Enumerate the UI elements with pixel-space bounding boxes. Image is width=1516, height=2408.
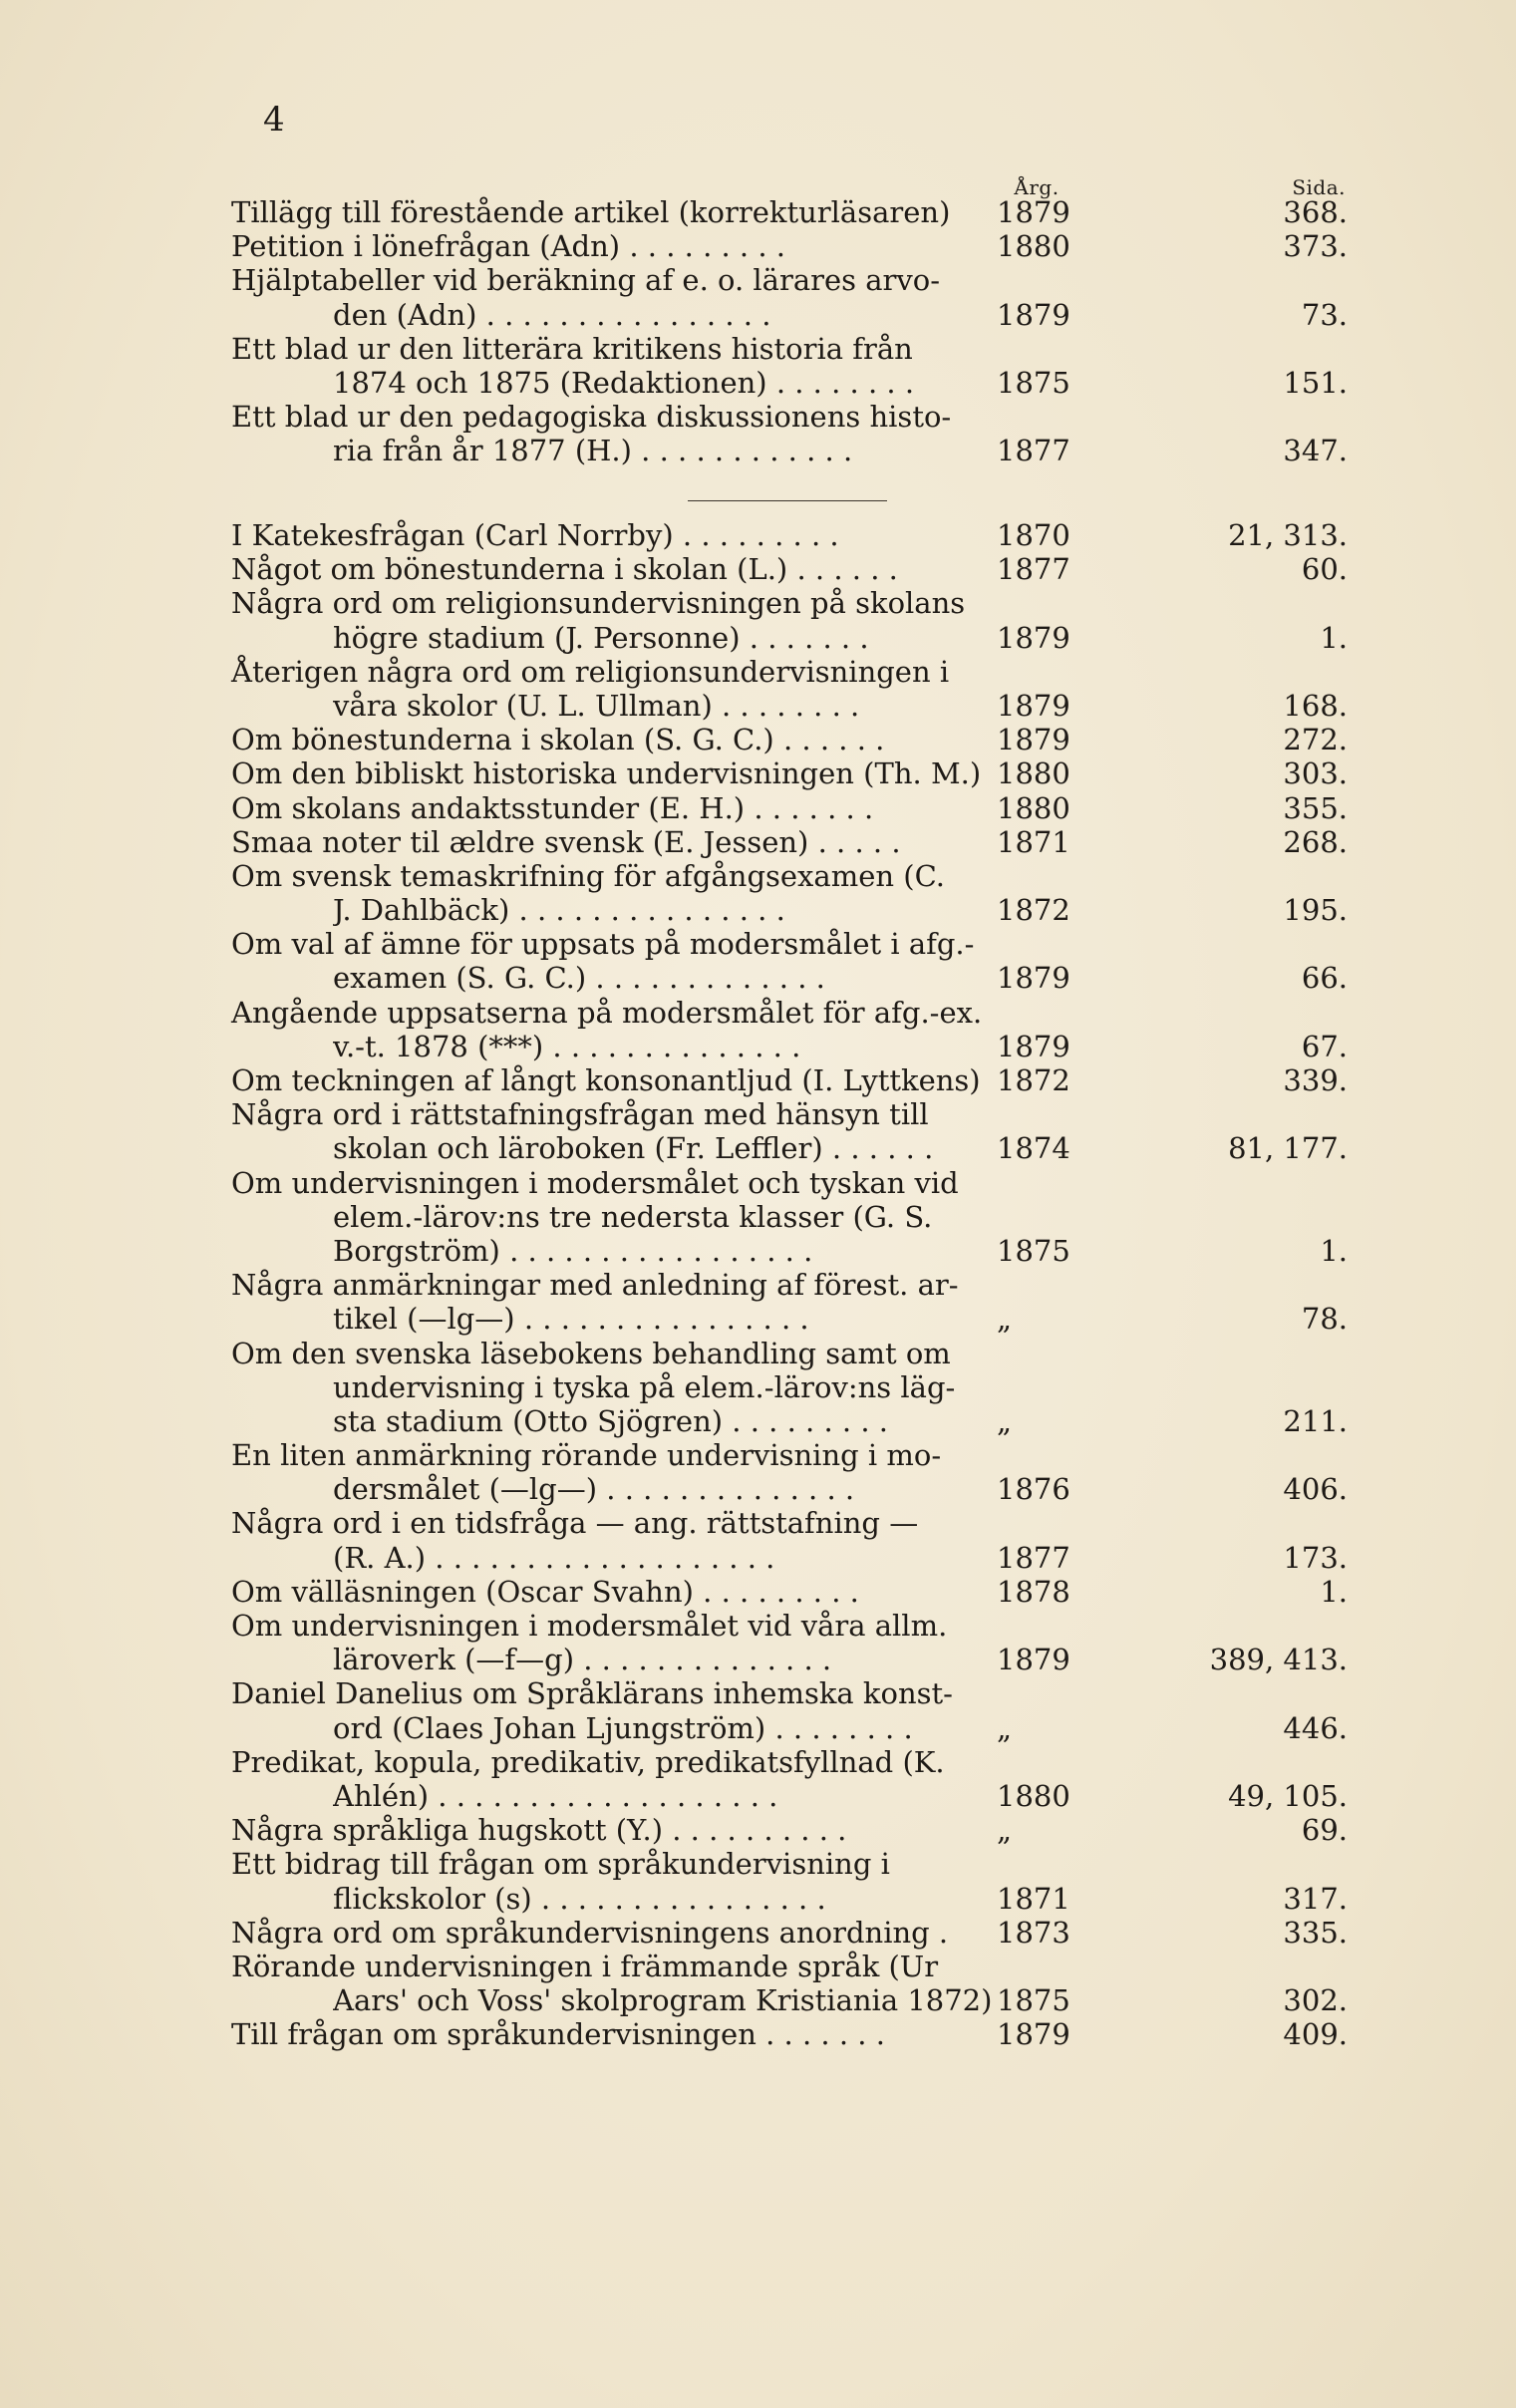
entry-page: 168. (1283, 688, 1348, 723)
entry-page: 272. (1283, 723, 1348, 757)
entry-page: 1. (1320, 1574, 1348, 1609)
entry-title: Om undervisningen i modersmålet och tyskan vid (231, 1165, 959, 1200)
entry-year: 1875 (997, 1233, 1070, 1268)
entry-year: 1879 (997, 620, 1070, 655)
entry-line (231, 1302, 1348, 1336)
entry-line (231, 1200, 1348, 1234)
entry-line (231, 1472, 1348, 1506)
entry-title: våra skolor (U. L. Ullman) . . . . . . . . (333, 688, 860, 723)
page-column-header: Sida. (1292, 175, 1346, 199)
entry-title: Något om bönestunderna i skolan (L.) . . . . . . (231, 552, 898, 587)
entry-year: „ (997, 1710, 1013, 1745)
entry-title: Tillägg till förestående artikel (korrekturläsaren) (231, 195, 951, 229)
entry-page: 1. (1320, 620, 1348, 655)
entry-title: Några anmärkningar med anledning af förest. ar- (231, 1268, 959, 1303)
index-entry (231, 1609, 1348, 1676)
entry-year: 1877 (997, 1540, 1070, 1575)
entry-title: Några ord om religionsundervisningen på skolans (231, 586, 966, 621)
year-column-header: Årg. (1014, 175, 1060, 199)
entry-line (231, 1813, 1348, 1847)
entry-title: J. Dahlbäck) . . . . . . . . . . . . . . . (333, 893, 785, 928)
entry-title: undervisning i tyska på elem.-lärov:ns läg- (333, 1369, 956, 1404)
entry-year: 1870 (997, 518, 1070, 552)
entry-title: högre stadium (J. Personne) . . . . . . . (333, 620, 869, 655)
entry-line (231, 263, 1348, 297)
entry-title: Hjälptabeller vid beräkning af e. o. lärares arvo- (231, 263, 941, 298)
entry-title: Om välläsningen (Oscar Svahn) . . . . . . . . . (231, 1574, 859, 1609)
entry-title: Om val af ämne för uppsats på modersmålet i afg.- (231, 927, 975, 962)
index-entry (231, 586, 1348, 654)
index-entry (231, 756, 1348, 790)
entry-year: 1871 (997, 824, 1070, 859)
entry-line (231, 586, 1348, 620)
entry-line (231, 723, 1348, 756)
entry-title: Smaa noter til ældre svensk (E. Jessen) . . . . . (231, 824, 901, 859)
index-entry (231, 1337, 1348, 1439)
entry-line (231, 366, 1348, 400)
entry-year: 1880 (997, 756, 1070, 791)
entry-year: 1879 (997, 1643, 1070, 1677)
entry-page: 67. (1301, 1029, 1348, 1063)
entry-page: 211. (1283, 1403, 1348, 1438)
entry-title: Aars' och Voss' skolprogram Kristiania 1872) (333, 1983, 993, 2018)
entry-page: 406. (1283, 1472, 1348, 1507)
index-entry (231, 518, 1348, 552)
entry-line (231, 1097, 1348, 1131)
entry-line (231, 825, 1348, 859)
entry-title: Om svensk temaskrifning för afgångsexamen (C. (231, 858, 945, 893)
entry-title: Om bönestunderna i skolan (S. G. C.) . . . . . . (231, 723, 885, 757)
entry-page: 268. (1283, 824, 1348, 859)
entry-year: 1875 (997, 1983, 1070, 2018)
entry-line (231, 756, 1348, 790)
entry-line (231, 1438, 1348, 1472)
entry-year: „ (997, 1813, 1013, 1848)
entry-year: 1877 (997, 434, 1070, 468)
entry-page: 49, 105. (1228, 1778, 1348, 1813)
entry-title: examen (S. G. C.) . . . . . . . . . . . . . (333, 961, 825, 996)
index-entry (231, 1916, 1348, 1950)
entry-line (231, 1337, 1348, 1370)
entry-page: 173. (1283, 1540, 1348, 1575)
entry-line (231, 1063, 1348, 1097)
index-entry (231, 927, 1348, 995)
index-entry (231, 229, 1348, 263)
index-entry (231, 1813, 1348, 1847)
entry-year: 1872 (997, 1063, 1070, 1097)
entry-page: 347. (1283, 434, 1348, 468)
entry-line (231, 1779, 1348, 1813)
entry-line (231, 2017, 1348, 2051)
entry-line (231, 1916, 1348, 1950)
entry-line (231, 689, 1348, 723)
entry-title: I Katekesfrågan (Carl Norrby) . . . . . . . . . (231, 518, 839, 552)
entry-page: 409. (1283, 2017, 1348, 2052)
entry-page: 81, 177. (1228, 1131, 1348, 1166)
index-entry (231, 1745, 1348, 1813)
index-entry (231, 723, 1348, 756)
index-entry (231, 1268, 1348, 1336)
entry-year: 1879 (997, 1029, 1070, 1063)
index-entry (231, 1575, 1348, 1609)
entry-page: 195. (1283, 893, 1348, 928)
entry-title: tikel (—lg—) . . . . . . . . . . . . . . . . (333, 1302, 809, 1337)
entry-title: Om teckningen af långt konsonantljud (I. Lyttkens) (231, 1063, 981, 1097)
entry-title: Om skolans andaktsstunder (E. H.) . . . . . . . (231, 790, 874, 825)
entry-page: 151. (1283, 365, 1348, 400)
section-divider (688, 500, 887, 501)
entry-title: Petition i lönefrågan (Adn) . . . . . . . . . (231, 229, 786, 264)
entry-line (231, 195, 1348, 229)
entry-year: „ (997, 1302, 1013, 1337)
entry-page: 60. (1301, 552, 1348, 587)
entry-year: 1879 (997, 2017, 1070, 2052)
index-entry (231, 1950, 1348, 2017)
index-group-pedagogy (231, 195, 1348, 468)
entry-line (231, 1575, 1348, 1609)
entry-title: läroverk (—f—g) . . . . . . . . . . . . . . (333, 1643, 832, 1677)
index-group-subjects (231, 518, 1348, 2051)
entry-year: 1879 (997, 688, 1070, 723)
entry-title: Några ord om språkundervisningens anordning . (231, 1915, 949, 1950)
index-entry (231, 1097, 1348, 1165)
entry-title: Ett blad ur den litterära kritikens historia från (231, 331, 913, 366)
entry-title: Ett bidrag till frågan om språkundervisning i (231, 1847, 890, 1882)
index-entry (231, 1063, 1348, 1097)
entry-page: 303. (1283, 756, 1348, 791)
entry-line (231, 1676, 1348, 1710)
entry-title: dersmålet (—lg—) . . . . . . . . . . . . . . (333, 1472, 855, 1507)
entry-line (231, 1643, 1348, 1676)
entry-title: Återigen några ord om religionsundervisningen i (231, 654, 950, 689)
entry-title: skolan och läroboken (Fr. Leffler) . . . . . . (333, 1131, 934, 1166)
entry-line (231, 1370, 1348, 1404)
entry-title: Daniel Danelius om Språklärans inhemska konst- (231, 1676, 953, 1711)
entry-year: 1880 (997, 790, 1070, 825)
entry-line (231, 1166, 1348, 1200)
entry-line (231, 518, 1348, 552)
entry-line (231, 1847, 1348, 1881)
entry-title: Om den bibliskt historiska undervisningen (Th. M.) (231, 756, 982, 791)
entry-line (231, 400, 1348, 434)
entry-line (231, 1950, 1348, 1983)
entry-page: 73. (1301, 297, 1348, 332)
index-entry (231, 400, 1348, 467)
entry-page: 355. (1283, 790, 1348, 825)
entry-year: 1880 (997, 229, 1070, 264)
entry-page: 368. (1283, 195, 1348, 229)
index-entry (231, 2017, 1348, 2051)
entry-title: elem.-lärov:ns tre nedersta klasser (G. S. (333, 1199, 933, 1234)
entry-line (231, 298, 1348, 332)
index-entry (231, 825, 1348, 859)
entry-year: 1879 (997, 723, 1070, 757)
index-entry (231, 552, 1348, 586)
entry-page: 21, 313. (1228, 518, 1348, 552)
entry-line (231, 927, 1348, 961)
entry-title: Angående uppsatserna på modersmålet för afg.-ex. (231, 995, 983, 1030)
entry-line (231, 1711, 1348, 1745)
entry-line (231, 1609, 1348, 1643)
entry-line (231, 655, 1348, 689)
entry-line (231, 229, 1348, 263)
entry-year: 1873 (997, 1915, 1070, 1950)
entry-year: 1875 (997, 365, 1070, 400)
entry-line (231, 552, 1348, 586)
entry-year: „ (997, 1403, 1013, 1438)
entry-page: 69. (1301, 1813, 1348, 1848)
index-entry (231, 195, 1348, 229)
entry-line (231, 621, 1348, 655)
entry-title: Rörande undervisningen i främmande språk (Ur (231, 1949, 939, 1983)
entry-page: 78. (1301, 1302, 1348, 1337)
entry-title: den (Adn) . . . . . . . . . . . . . . . . (333, 297, 771, 332)
entry-line (231, 1131, 1348, 1165)
entry-title: Till frågan om språkundervisningen . . . . . . . (231, 2017, 885, 2052)
entry-page: 1. (1320, 1233, 1348, 1268)
entry-year: 1879 (997, 195, 1070, 229)
entry-year: 1874 (997, 1131, 1070, 1166)
entry-title: En liten anmärkning rörande undervisning i mo- (231, 1438, 942, 1473)
index-entry (231, 996, 1348, 1063)
entry-page: 66. (1301, 961, 1348, 996)
entry-year: 1879 (997, 297, 1070, 332)
entry-line (231, 1030, 1348, 1063)
entry-line (231, 1404, 1348, 1438)
index-entry (231, 263, 1348, 331)
entry-line (231, 332, 1348, 366)
entry-line (231, 961, 1348, 995)
index-entry (231, 1506, 1348, 1574)
entry-title: Predikat, kopula, predikativ, predikatsfyllnad (K. (231, 1744, 945, 1779)
entry-title: Några ord i en tidsfråga — ang. rättstafning — (231, 1506, 919, 1541)
entry-line (231, 996, 1348, 1030)
entry-title: ord (Claes Johan Ljungström) . . . . . . . . (333, 1710, 913, 1745)
entry-line (231, 1983, 1348, 2017)
entry-title: Ett blad ur den pedagogiska diskussionens histo- (231, 400, 952, 435)
index-entry (231, 1847, 1348, 1915)
entry-title: Borgström) . . . . . . . . . . . . . . . . . (333, 1233, 813, 1268)
entry-page: 302. (1283, 1983, 1348, 2018)
entry-title: Om undervisningen i modersmålet vid våra allm. (231, 1609, 948, 1643)
entry-page: 373. (1283, 229, 1348, 264)
entry-year: 1879 (997, 961, 1070, 996)
entry-title: flickskolor (s) . . . . . . . . . . . . . . . . (333, 1881, 826, 1916)
entry-title: Ahlén) . . . . . . . . . . . . . . . . . . . (333, 1778, 778, 1813)
index-entry (231, 655, 1348, 723)
entry-title: Om den svenska läsebokens behandling samt om (231, 1336, 951, 1370)
page-number: 4 (263, 100, 285, 140)
index-entry (231, 791, 1348, 825)
entry-year: 1880 (997, 1778, 1070, 1813)
entry-title: (R. A.) . . . . . . . . . . . . . . . . . . . (333, 1540, 775, 1575)
entry-title: Några språkliga hugskott (Y.) . . . . . . . . . . (231, 1813, 847, 1848)
entry-title: Några ord i rättstafningsfrågan med hänsyn till (231, 1097, 929, 1132)
entry-year: 1871 (997, 1881, 1070, 1916)
entry-line (231, 1268, 1348, 1302)
entry-year: 1872 (997, 893, 1070, 928)
entry-year: 1878 (997, 1574, 1070, 1609)
index-entry (231, 1676, 1348, 1744)
entry-year: 1877 (997, 552, 1070, 587)
index-entry (231, 332, 1348, 400)
entry-title: 1874 och 1875 (Redaktionen) . . . . . . . . (333, 365, 915, 400)
entry-page: 335. (1283, 1915, 1348, 1950)
entry-page: 339. (1283, 1063, 1348, 1097)
entry-line (231, 859, 1348, 893)
entry-line (231, 434, 1348, 467)
entry-title: ria från år 1877 (H.) . . . . . . . . . . . . (333, 434, 853, 468)
entry-page: 446. (1283, 1710, 1348, 1745)
index-entry (231, 859, 1348, 927)
index-entry (231, 1166, 1348, 1269)
entry-title: v.-t. 1878 (***) . . . . . . . . . . . . . . (333, 1029, 801, 1063)
entry-line (231, 1882, 1348, 1916)
entry-page: 389, 413. (1209, 1643, 1348, 1677)
entry-line (231, 791, 1348, 825)
entry-line (231, 1541, 1348, 1575)
entry-page: 317. (1283, 1881, 1348, 1916)
entry-line (231, 893, 1348, 927)
entry-title: sta stadium (Otto Sjögren) . . . . . . . . . (333, 1403, 889, 1438)
entry-line (231, 1506, 1348, 1540)
entry-year: 1876 (997, 1472, 1070, 1507)
entry-line (231, 1234, 1348, 1268)
entry-line (231, 1745, 1348, 1779)
index-entry (231, 1438, 1348, 1506)
